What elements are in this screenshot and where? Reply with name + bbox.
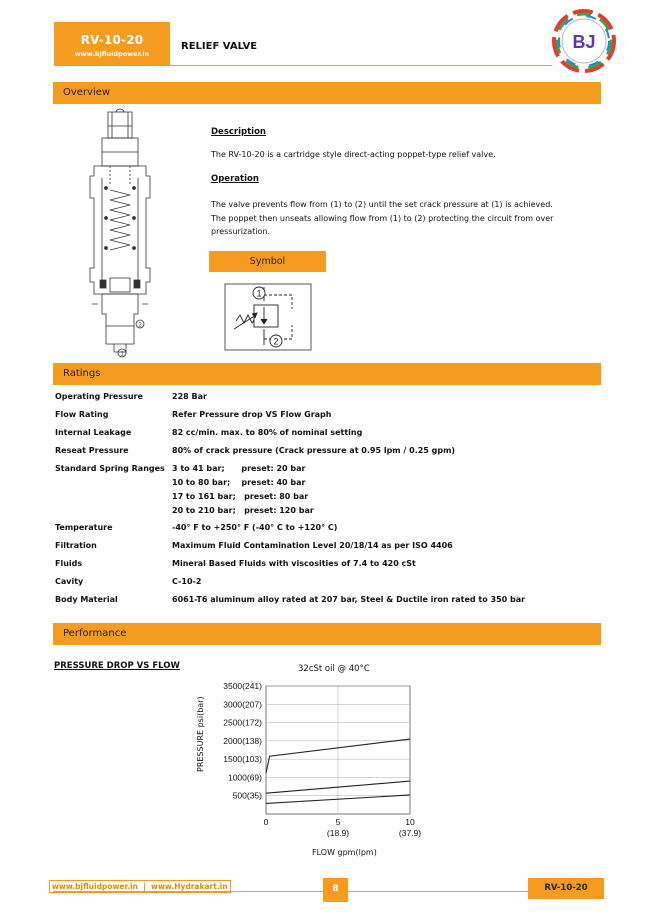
svg-text:1: 1 bbox=[120, 351, 124, 358]
operation-line: pressurization. bbox=[211, 227, 270, 236]
chart-y-tick-label: 3000(207) bbox=[223, 699, 262, 710]
operation-heading: Operation bbox=[211, 174, 259, 184]
chart-y-tick-label: 3500(241) bbox=[223, 681, 262, 691]
chart-x-tick-label: 10 bbox=[405, 817, 415, 827]
valve-cross-section-drawing bbox=[72, 108, 172, 358]
rating-label: Reseat Pressure bbox=[55, 446, 129, 455]
chart-x-tick-sublabel: (18.9) bbox=[326, 828, 350, 838]
chart-series-line-3 bbox=[266, 795, 410, 803]
performance-section-bar bbox=[53, 623, 601, 645]
rating-label: Operating Pressure bbox=[55, 392, 143, 401]
rating-value: 82 cc/min. max. to 80% of nominal setting bbox=[172, 428, 363, 437]
rating-value: -40° F to +250° F (-40° C to +120° C) bbox=[172, 523, 338, 532]
logo-text: BJ bbox=[572, 32, 596, 52]
header-divider bbox=[170, 65, 552, 66]
chart-y-tick-label: 1000(69) bbox=[227, 772, 262, 783]
chart-xlabel: FLOW gpm(lpm) bbox=[312, 848, 377, 857]
model-code: RV-10-20 bbox=[80, 33, 144, 47]
footer-websites[interactable]: www.bjfluidpower.in | www.Hydrakart.in bbox=[49, 880, 231, 893]
page-number: 8 bbox=[323, 878, 348, 902]
ratings-label: Ratings bbox=[63, 368, 101, 379]
ratings-section-bar bbox=[53, 363, 601, 385]
rating-label: Internal Leakage bbox=[55, 428, 132, 437]
rating-value: 17 to 161 bar; preset: 80 bar bbox=[172, 492, 309, 501]
rating-value: 228 Bar bbox=[172, 392, 207, 401]
rating-label: Temperature bbox=[55, 523, 113, 532]
header-website: www.bjfluidpower.in bbox=[74, 50, 150, 58]
bj-logo bbox=[551, 8, 617, 74]
chart-series-line-1 bbox=[266, 739, 410, 773]
rating-label: Fluids bbox=[55, 559, 83, 568]
description-text: The RV-10-20 is a cartridge style direct-acting poppet-type relief valve. bbox=[211, 150, 496, 159]
chart-ylabel: PRESSURE psi(bar) bbox=[196, 696, 205, 772]
overview-section-bar bbox=[53, 82, 601, 104]
description-heading: Description bbox=[211, 127, 266, 137]
rating-value: 3 to 41 bar; preset: 20 bar bbox=[172, 464, 306, 473]
rating-label: Cavity bbox=[55, 577, 84, 586]
symbol-bar bbox=[209, 251, 326, 272]
footer-model-code: RV-10-20 bbox=[528, 878, 604, 899]
rating-value: 10 to 80 bar; preset: 40 bar bbox=[172, 478, 306, 487]
rating-label: Body Material bbox=[55, 595, 118, 604]
overview-label: Overview bbox=[63, 87, 111, 98]
relief-valve-symbol bbox=[224, 283, 312, 351]
chart-x-tick-sublabel: (37.9) bbox=[398, 828, 422, 838]
page-title: RELIEF VALVE bbox=[181, 41, 258, 52]
rating-value: Mineral Based Fluids with viscosities of 7.4 to 420 cSt bbox=[172, 559, 416, 568]
symbol-port-2: 2 bbox=[273, 336, 279, 347]
model-badge bbox=[54, 22, 170, 66]
chart-x-tick-label: 5 bbox=[335, 817, 341, 827]
chart-y-tick-label: 500(35) bbox=[232, 790, 262, 801]
symbol-label: Symbol bbox=[249, 256, 286, 267]
symbol-port-1: 1 bbox=[256, 288, 262, 299]
chart-series-line-2 bbox=[266, 781, 410, 793]
rating-value: C-10-2 bbox=[172, 577, 202, 586]
rating-value: 80% of crack pressure (Crack pressure at 0.95 lpm / 0.25 gpm) bbox=[172, 446, 456, 455]
rating-value: Maximum Fluid Contamination Level 20/18/14 as per ISO 4406 bbox=[172, 541, 453, 550]
chart-y-tick-label: 2500(172) bbox=[223, 717, 262, 728]
chart-heading: PRESSURE DROP VS FLOW bbox=[54, 661, 180, 671]
chart-plot-frame bbox=[266, 686, 410, 814]
chart-y-tick-label: 1500(103) bbox=[223, 754, 262, 765]
operation-line: The poppet then unseats allowing flow from (1) to (2) protecting the circuit from over bbox=[211, 213, 554, 223]
chart-title: 32cSt oil @ 40°C bbox=[298, 664, 370, 674]
rating-value: Refer Pressure drop VS Flow Graph bbox=[172, 410, 332, 419]
svg-text:2: 2 bbox=[138, 322, 142, 329]
rating-label: Standard Spring Ranges bbox=[55, 464, 165, 473]
performance-label: Performance bbox=[63, 628, 127, 639]
rating-label: Filtration bbox=[55, 541, 97, 550]
chart-x-tick-label: 0 bbox=[263, 817, 269, 827]
rating-value: 20 to 210 bar; preset: 120 bar bbox=[172, 506, 314, 515]
rating-label: Flow Rating bbox=[55, 410, 109, 419]
operation-text bbox=[211, 198, 553, 239]
chart-y-tick-label: 2000(138) bbox=[223, 735, 262, 746]
operation-line: The valve prevents flow from (1) to (2) until the set crack pressure at (1) is achieved. bbox=[211, 200, 553, 209]
rating-value: 6061-T6 aluminum alloy rated at 207 bar, Steel & Ductile iron rated to 350 bar bbox=[172, 595, 526, 604]
